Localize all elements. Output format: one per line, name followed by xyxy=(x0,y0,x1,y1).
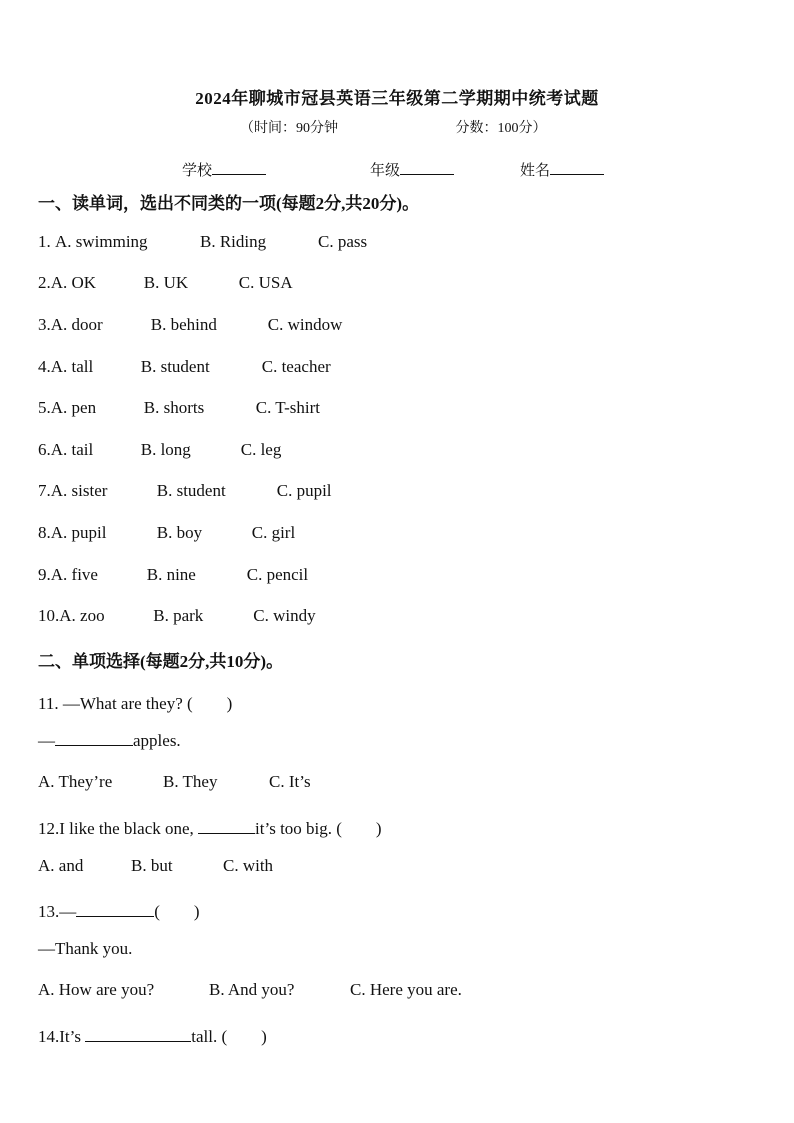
option-c[interactable]: C. teacher xyxy=(261,357,331,376)
name-blank[interactable] xyxy=(550,162,604,175)
section-1-heading: 一、读单词，选出不同类的一项(每题2分,共20分)。 xyxy=(38,194,420,213)
reply-tail: apples. xyxy=(133,731,181,750)
option-b[interactable]: B. Riding xyxy=(200,232,267,251)
option-a[interactable]: A. pupil xyxy=(50,523,107,542)
school-label: 学校 xyxy=(182,163,213,179)
question-11-reply xyxy=(38,731,181,751)
option-a[interactable]: A. tall xyxy=(50,357,94,376)
stem-end: tall. ( ) xyxy=(191,1027,267,1046)
section-2-heading: 二、单项选择(每题2分,共10分)。 xyxy=(38,652,284,671)
option-b[interactable]: B. And you? xyxy=(209,980,295,999)
option-a[interactable]: A. five xyxy=(50,565,98,584)
option-c[interactable]: C. window xyxy=(267,315,343,334)
answer-blank[interactable] xyxy=(85,1027,191,1042)
stem-start: 13.— xyxy=(38,902,77,921)
question-number: 10. xyxy=(38,606,60,625)
question-13-options xyxy=(38,980,462,1000)
answer-blank[interactable] xyxy=(76,902,154,917)
option-c[interactable]: C. pupil xyxy=(276,481,332,500)
question-1 xyxy=(38,232,367,252)
question-2 xyxy=(38,273,293,293)
option-c[interactable]: C. USA xyxy=(238,273,293,292)
question-3 xyxy=(38,315,342,335)
question-4 xyxy=(38,357,331,377)
dash: — xyxy=(38,731,55,750)
answer-blank[interactable] xyxy=(198,819,255,834)
option-a[interactable]: A. sister xyxy=(50,481,108,500)
question-13-reply: —Thank you. xyxy=(38,939,133,958)
question-11-options xyxy=(38,772,311,792)
stem-end: ( ) xyxy=(154,902,200,921)
option-a[interactable]: A. OK xyxy=(50,273,97,292)
stem-start: 12.I like the black one, xyxy=(38,819,199,838)
option-b[interactable]: B. nine xyxy=(146,565,196,584)
grade-label: 年级 xyxy=(370,163,401,179)
option-b[interactable]: B. student xyxy=(156,481,226,500)
option-a[interactable]: A. door xyxy=(50,315,103,334)
option-b[interactable]: B. long xyxy=(140,440,191,459)
question-number: 2. xyxy=(38,273,51,292)
option-b[interactable]: B. shorts xyxy=(143,398,205,417)
option-c[interactable]: C. Here you are. xyxy=(350,980,462,999)
option-c[interactable]: C. windy xyxy=(253,606,316,625)
option-b[interactable]: B. park xyxy=(153,606,204,625)
stem-start: 14.It’s xyxy=(38,1027,86,1046)
total-score: 分数：100分） xyxy=(455,121,547,136)
question-number: 6. xyxy=(38,440,51,459)
option-a[interactable]: A. swimming xyxy=(55,232,148,251)
option-a[interactable]: A. They’re xyxy=(38,772,113,791)
option-b[interactable]: B. UK xyxy=(143,273,189,292)
answer-blank[interactable] xyxy=(55,731,133,746)
question-5 xyxy=(38,398,320,418)
question-number: 8. xyxy=(38,523,51,542)
question-8 xyxy=(38,523,295,543)
stem-end: it’s too big. ( ) xyxy=(255,819,382,838)
option-a[interactable]: A. pen xyxy=(50,398,97,417)
option-a[interactable]: A. How are you? xyxy=(38,980,155,999)
name-label: 姓名 xyxy=(520,163,551,179)
option-b[interactable]: B. student xyxy=(140,357,210,376)
question-number: 9. xyxy=(38,565,51,584)
question-number: 1. xyxy=(38,232,55,251)
question-10 xyxy=(38,606,316,626)
option-a[interactable]: A. and xyxy=(38,856,84,875)
question-11-stem: 11. —What are they? ( ) xyxy=(38,694,233,713)
school-blank[interactable] xyxy=(212,162,266,175)
question-14-stem xyxy=(38,1022,267,1047)
option-c[interactable]: C. T-shirt xyxy=(255,398,320,417)
option-c[interactable]: C. pass xyxy=(318,232,368,251)
option-b[interactable]: B. but xyxy=(131,856,173,875)
question-12-options xyxy=(38,856,273,876)
question-number: 7. xyxy=(38,481,51,500)
time-limit: （时间：90分钟 xyxy=(240,121,338,136)
name-field[interactable] xyxy=(520,159,604,180)
option-c[interactable]: C. It’s xyxy=(269,772,311,791)
option-b[interactable]: B. boy xyxy=(156,523,203,542)
page-title: 2024年聊城市冠县英语三年级第二学期期中统考试题 xyxy=(195,89,599,108)
grade-blank[interactable] xyxy=(400,162,454,175)
option-a[interactable]: A. tail xyxy=(50,440,94,459)
question-number: 5. xyxy=(38,398,51,417)
option-a[interactable]: A. zoo xyxy=(59,606,105,625)
option-c[interactable]: C. with xyxy=(223,856,274,875)
option-b[interactable]: B. They xyxy=(163,772,218,791)
question-number: 4. xyxy=(38,357,51,376)
question-13-stem xyxy=(38,897,200,922)
option-c[interactable]: C. girl xyxy=(251,523,296,542)
option-c[interactable]: C. pencil xyxy=(246,565,309,584)
question-6 xyxy=(38,440,281,460)
question-7 xyxy=(38,481,332,501)
option-b[interactable]: B. behind xyxy=(150,315,217,334)
question-number: 3. xyxy=(38,315,51,334)
question-12-stem xyxy=(38,814,382,839)
option-c[interactable]: C. leg xyxy=(240,440,282,459)
question-9 xyxy=(38,565,308,585)
exam-meta xyxy=(240,117,547,137)
school-field[interactable] xyxy=(182,159,266,180)
grade-field[interactable] xyxy=(370,159,454,180)
